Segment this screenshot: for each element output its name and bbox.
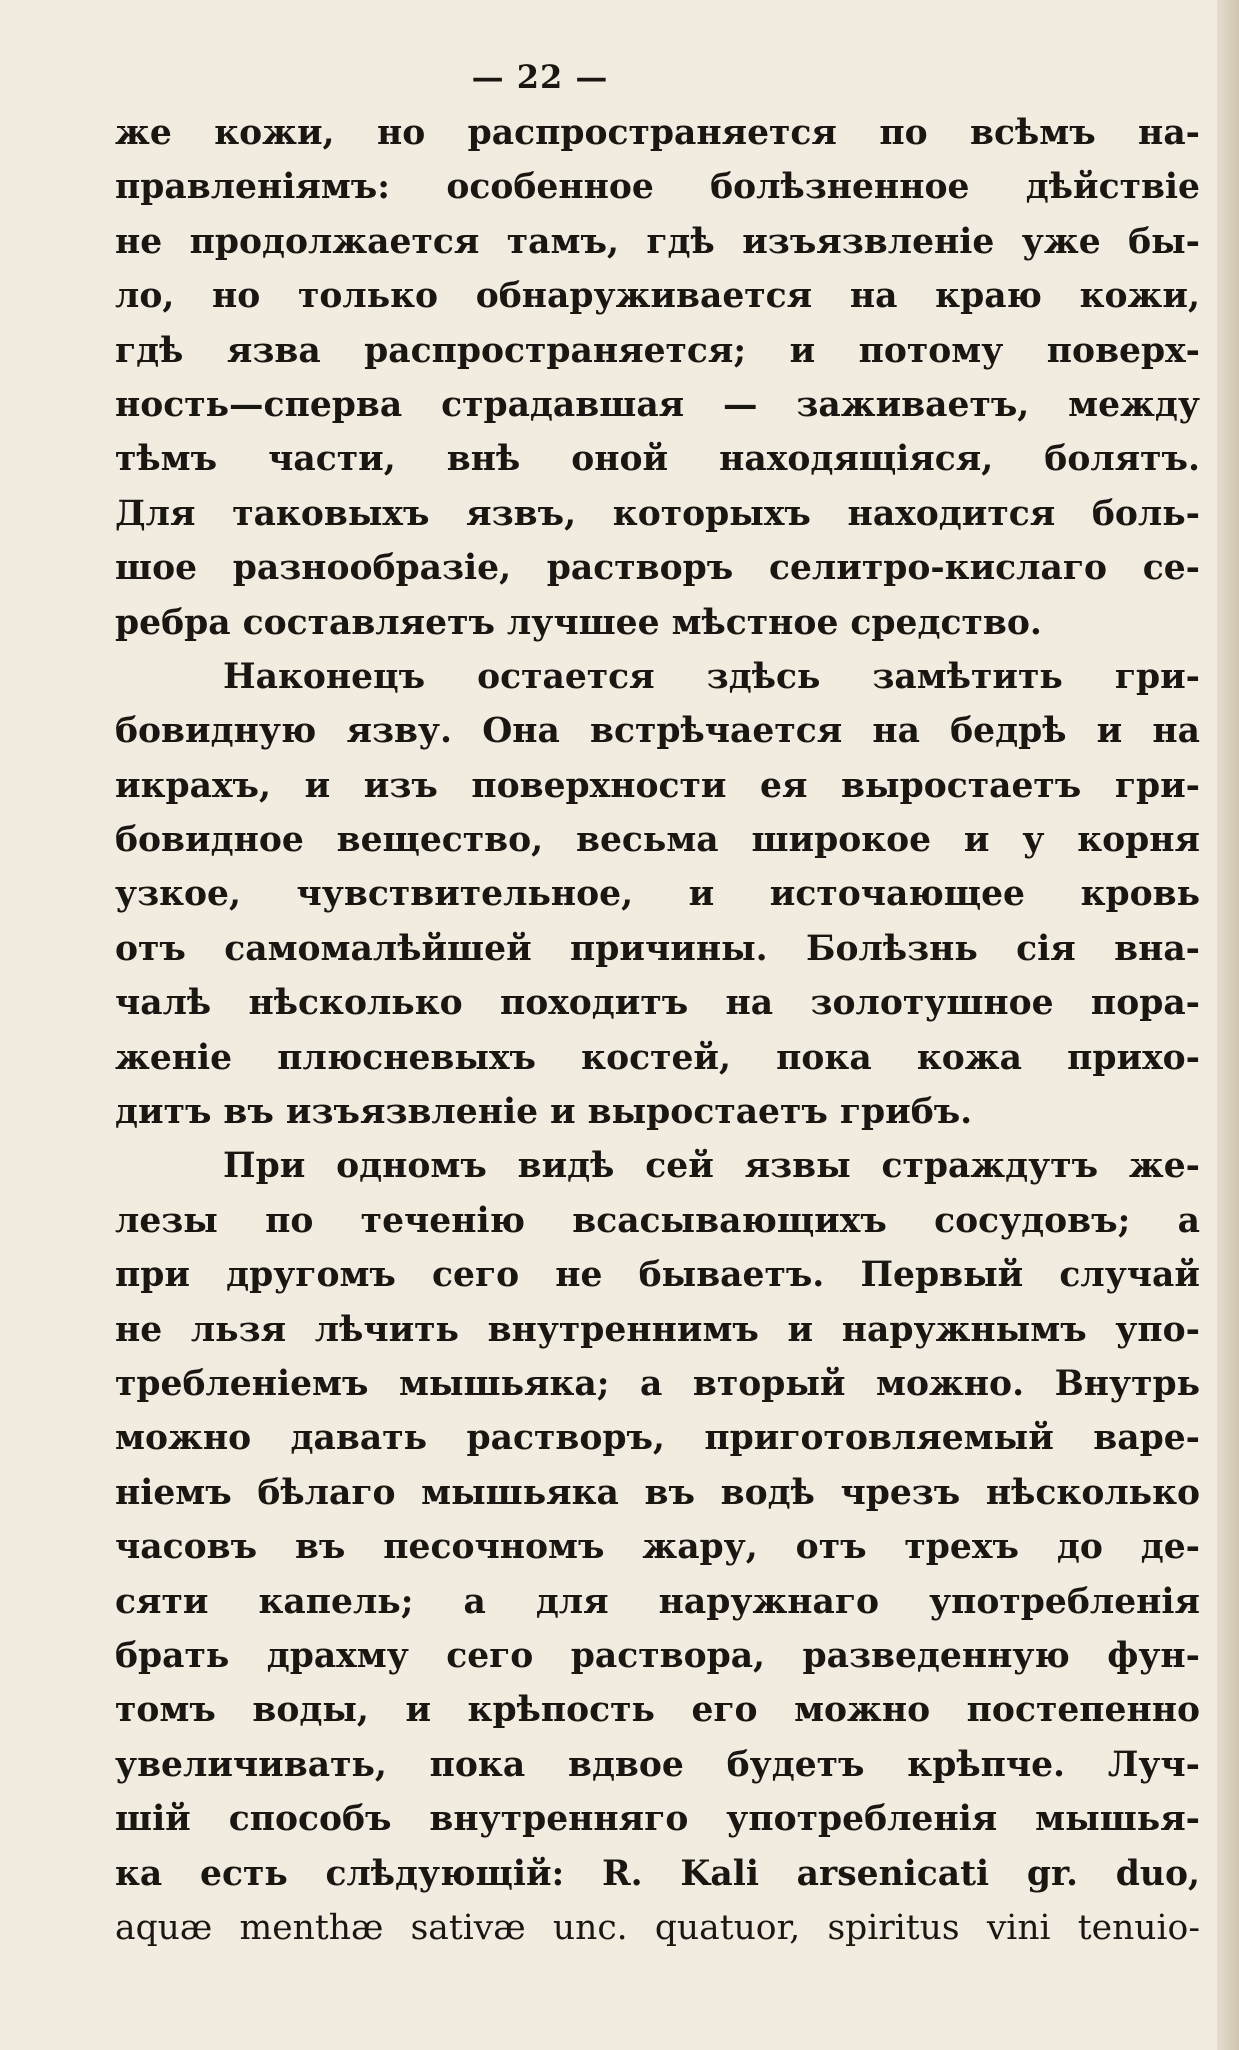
text-line: икрахъ, и изъ поверхности ея выростаетъ гри-	[115, 765, 1200, 806]
text-line: чалѣ нѣсколько походитъ на золотушное пора-	[115, 983, 1200, 1024]
text-line: ребра составляетъ лучшее мѣстное средство.	[115, 602, 1042, 643]
text-line: дитъ въ изъязвленіе и выростаетъ грибъ.	[115, 1092, 973, 1133]
text-line: сяти капель; а для наружнаго употребленія	[115, 1581, 1200, 1622]
page-number: — 22 —	[471, 58, 609, 96]
text-line: часовъ въ песочномъ жару, отъ трехъ до де-	[115, 1527, 1200, 1568]
text-line: женіе плюсневыхъ костей, пока кожа прихо-	[115, 1037, 1200, 1078]
text-line: не льзя лѣчить внутреннимъ и наружнымъ упо-	[115, 1309, 1200, 1350]
text-line: узкое, чувствительное, и источающее кровь	[115, 874, 1200, 915]
text-line: не продолжается тамъ, гдѣ изъязвленіе уже бы-	[115, 221, 1200, 262]
text-line: бовидное вещество, весьма широкое и у корня	[115, 820, 1200, 861]
text-line: брать драхму сего раствора, разведенную фун-	[115, 1635, 1200, 1676]
text-line: при другомъ сего не бываетъ. Первый случай	[115, 1255, 1200, 1296]
text-line: ло, но только обнаруживается на краю кожи,	[115, 276, 1200, 317]
body-text	[115, 106, 1200, 1955]
text-line: томъ воды, и крѣпость его можно постепенно	[115, 1690, 1200, 1731]
text-line: лезы по теченію всасывающихъ сосудовъ; а	[115, 1200, 1200, 1241]
text-line: ка есть слѣдующій: R. Kali arsenicati gr. duo,	[115, 1853, 1200, 1894]
text-line: увеличивать, пока вдвое будетъ крѣпче. Луч-	[115, 1744, 1200, 1785]
text-line: требленіемъ мышьяка; а вторый можно. Внутрь	[115, 1363, 1200, 1404]
page-edge-shadow	[1217, 0, 1239, 2050]
text-line: Для таковыхъ язвъ, которыхъ находится боль-	[115, 493, 1200, 534]
text-line: ность—сперва страдавшая — заживаетъ, между	[115, 384, 1200, 425]
text-line: ніемъ бѣлаго мышьяка въ водѣ чрезъ нѣсколько	[115, 1472, 1200, 1513]
text-line: правленіямъ: особенное болѣзненное дѣйствіе	[115, 167, 1200, 208]
paragraph-start: При одномъ видѣ сей язвы страждутъ же-	[223, 1146, 1200, 1187]
text-line: бовидную язву. Она встрѣчается на бедрѣ и на	[115, 711, 1200, 752]
text-line: отъ самомалѣйшей причины. Болѣзнь сія вна-	[115, 928, 1200, 969]
latin-text-line: aquæ menthæ sativæ unc. quatuor, spiritus vini tenuio-	[115, 1907, 1200, 1948]
text-line: тѣмъ части, внѣ оной находящіяся, болятъ.	[115, 439, 1200, 480]
text-line: шое разнообразіе, растворъ селитро-кислаго се-	[115, 548, 1200, 589]
paragraph-start: Наконецъ остается здѣсь замѣтить гри-	[223, 656, 1200, 697]
text-line: гдѣ язва распространяется; и потому поверх-	[115, 330, 1200, 371]
text-line: можно давать растворъ, приготовляемый варе-	[115, 1418, 1200, 1459]
text-line: шій способъ внутренняго употребленія мышья-	[115, 1799, 1200, 1840]
text-line: же кожи, но распространяется по всѣмъ на-	[115, 113, 1200, 153]
